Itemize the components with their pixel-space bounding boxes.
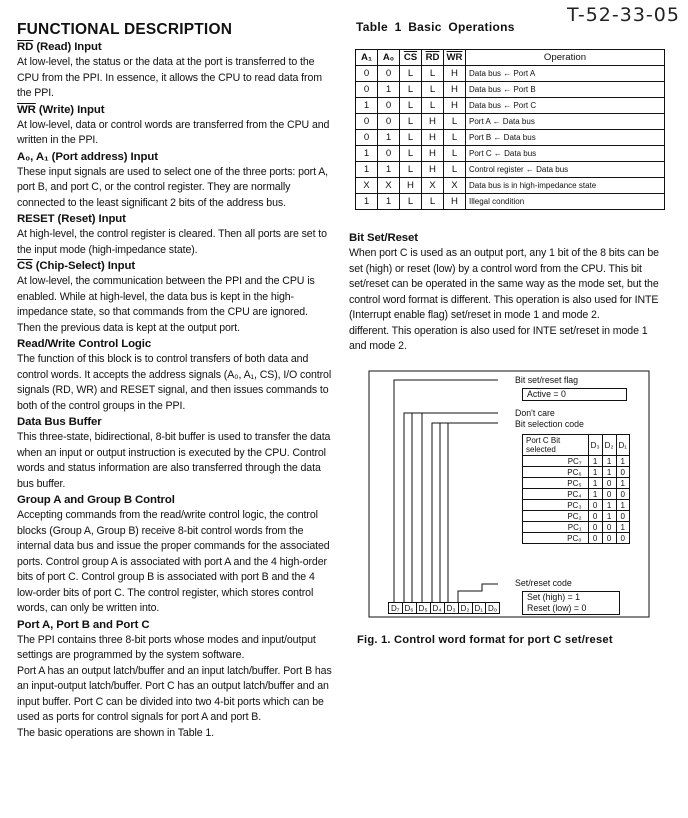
control-word-bit: D₇	[389, 603, 403, 614]
signal-cell: 0	[378, 66, 400, 82]
signal-cell: 0	[378, 98, 400, 114]
bit-cell: 0	[616, 467, 629, 478]
bit-table-header: D₃	[588, 435, 602, 456]
bit-cell: 0	[602, 478, 616, 489]
signal-cell: H	[422, 162, 444, 178]
bit-table-header: D₂	[602, 435, 616, 456]
bit-cell: PC₄	[523, 489, 589, 500]
bit-cell: 1	[602, 500, 616, 511]
signal-cell: H	[422, 114, 444, 130]
table-row	[356, 178, 665, 194]
signal-cell: H	[444, 82, 466, 98]
bit-row	[523, 522, 630, 533]
signal-cell: L	[422, 82, 444, 98]
figure-caption: Fig. 1. Control word format for port C set/reset	[357, 634, 613, 646]
dont-care-label: Don't care	[515, 408, 555, 418]
bit-cell: 1	[616, 456, 629, 467]
bit-cell: 0	[588, 533, 602, 544]
section-heading: Port A, Port B and Port C	[17, 618, 150, 631]
code-set: Set (high) = 1	[527, 592, 581, 602]
bit-row	[523, 467, 630, 478]
signal-cell: L	[444, 114, 466, 130]
control-word-figure	[368, 370, 668, 632]
bit-cell: PC₁	[523, 522, 589, 533]
signal-cell: L	[422, 194, 444, 210]
section-heading: Read/Write Control Logic	[17, 338, 152, 350]
signal-cell: 1	[356, 162, 378, 178]
signal-cell: L	[400, 66, 422, 82]
signal-cell: L	[444, 146, 466, 162]
table-row	[356, 114, 665, 130]
signal-cell: 0	[356, 82, 378, 98]
signal-cell: 1	[378, 130, 400, 146]
bit-set-reset-paragraph-2: different. This operation is also used for INTE set/reset in mode 1 and mode 2.	[349, 324, 648, 352]
signal-cell: H	[444, 194, 466, 210]
body-paragraph: The basic operations are shown in Table 1.	[17, 726, 215, 739]
operation-cell: Illegal condition	[466, 194, 665, 210]
bit-row	[523, 511, 630, 522]
signal-cell: L	[400, 114, 422, 130]
bit-cell: 0	[602, 522, 616, 533]
signal-cell: 0	[356, 130, 378, 146]
bit-cell: 0	[588, 522, 602, 533]
bit-cell: 1	[616, 478, 629, 489]
signal-cell: L	[400, 98, 422, 114]
signal-cell: 0	[378, 146, 400, 162]
signal-cell: 0	[356, 114, 378, 130]
left-column	[17, 21, 333, 741]
signal-cell: 1	[356, 194, 378, 210]
bit-cell: 0	[616, 511, 629, 522]
section-body: The PPI contains three 8-bit ports whose modes and input/output settings are programmed by the system software.	[17, 633, 316, 661]
section-body: Accepting commands from the read/write control logic, the control blocks (Group A, Group B) receive 8-bit control words from the internal data bus and issue the proper commands for the associated ports. Control group A is associated with port A and the 4 high-order bits of port C. Control group B is associated with port B and the 4 low-order bits of port C. The control register, which stores control words, can only be written into.	[17, 509, 330, 614]
table-header-cell: $\overline{RD}$	[422, 50, 444, 66]
section-heading: $\overline{CS}$ (Chip-Select) Input	[17, 260, 136, 272]
bit-selection-table	[522, 434, 630, 544]
bit-cell: 0	[588, 511, 602, 522]
bit-row	[523, 478, 630, 489]
right-text	[349, 230, 667, 355]
signal-cell: H	[444, 98, 466, 114]
table-header-cell: Operation	[466, 50, 665, 66]
signal-cell: L	[400, 194, 422, 210]
basic-operations-table	[355, 49, 665, 210]
bit-row	[523, 489, 630, 500]
signal-cell: 0	[356, 66, 378, 82]
bit-selection-label: Bit selection code	[515, 419, 584, 429]
signal-cell: 0	[378, 114, 400, 130]
bit-cell: PC₆	[523, 467, 589, 478]
table-row	[356, 162, 665, 178]
sections	[17, 39, 333, 664]
signal-cell: H	[422, 146, 444, 162]
control-word-bit: D₆	[402, 603, 416, 614]
signal-cell: L	[444, 162, 466, 178]
operation-cell: Data bus is in high-impedance state	[466, 178, 665, 194]
operation-cell: Port A ← Data bus	[466, 114, 665, 130]
signal-cell: L	[422, 66, 444, 82]
operation-cell: Control register ← Data bus	[466, 162, 665, 178]
control-word-bit: D₄	[430, 603, 444, 614]
signal-cell: H	[422, 130, 444, 146]
bit-cell: PC₅	[523, 478, 589, 489]
section-body: At low-level, the status or the data at the port is transferred to the CPU from the PPI. In essence, it allows the CPU to read data from the PPI.	[17, 56, 322, 99]
table-row	[356, 98, 665, 114]
section-heading: Group A and Group B Control	[17, 494, 175, 506]
signal-cell: X	[378, 178, 400, 194]
table-row	[356, 146, 665, 162]
control-word-bit: D₃	[444, 603, 458, 614]
table-header-row	[356, 50, 665, 66]
bit-cell: 1	[602, 511, 616, 522]
bit-cell: 1	[588, 478, 602, 489]
flag-box: Active = 0	[522, 388, 627, 401]
operation-cell: Data bus ← Port C	[466, 98, 665, 114]
table-header-cell: $\overline{WR}$	[444, 50, 466, 66]
signal-cell: L	[400, 130, 422, 146]
signal-cell: X	[356, 178, 378, 194]
table-row	[356, 130, 665, 146]
operation-cell: Data bus ← Port A	[466, 66, 665, 82]
handwritten-note: T-52-33-05	[567, 4, 680, 26]
table-caption: Table 1 Basic Operations	[356, 20, 515, 34]
section-body: This three-state, bidirectional, 8-bit buffer is used to transfer the data when an input or output instruction is executed by the CPU. Control words and status information are also transferred through the data bus buffer.	[17, 431, 331, 490]
signal-cell: 1	[356, 146, 378, 162]
tail-paragraphs	[17, 664, 333, 742]
section-heading: A₀, A₁ (Port address) Input	[17, 150, 158, 163]
bit-cell: PC₃	[523, 500, 589, 511]
control-word-bit: D₀	[486, 603, 500, 614]
section-body: These input signals are used to select one of the three ports: port A, port B, and port C, or the control register. They are normally connected to the least significant 2 bits of the address bus.	[17, 165, 329, 209]
signal-cell: X	[444, 178, 466, 194]
bit-set-reset-heading: Bit Set/Reset	[349, 232, 418, 244]
signal-cell: L	[444, 130, 466, 146]
bit-row	[523, 533, 630, 544]
signal-cell: L	[400, 82, 422, 98]
bit-cell: 0	[602, 489, 616, 500]
section-body: At high-level, the control register is cleared. Then all ports are set to the input mode (high-impedance state).	[17, 228, 327, 256]
bit-cell: 0	[616, 533, 629, 544]
bit-table-header: D₁	[616, 435, 629, 456]
section-heading: $\overline{RD}$ (Read) Input	[17, 41, 102, 53]
control-word-bit: D₅	[416, 603, 430, 614]
signal-cell: X	[422, 178, 444, 194]
set-reset-code-box	[522, 591, 620, 615]
operation-cell: Port B ← Data bus	[466, 130, 665, 146]
section-body: At low-level, the communication between the PPI and the CPU is enabled. While at high-level, the data bus is kept in the high-impedance state, so that commands from the CPU are ignored. Then the previous data is kept at the output port.	[17, 275, 315, 334]
signal-cell: 1	[378, 162, 400, 178]
signal-cell: L	[400, 162, 422, 178]
table-row	[356, 194, 665, 210]
section-heading: $\overline{WR}$ (Write) Input	[17, 103, 105, 116]
bit-cell: 1	[602, 456, 616, 467]
signal-cell: 1	[356, 98, 378, 114]
bit-row	[523, 500, 630, 511]
table-header-cell: A₁	[356, 50, 378, 66]
control-word-bit: D₂	[458, 603, 472, 614]
bit-cell: PC₇	[523, 456, 589, 467]
bit-cell: 1	[602, 467, 616, 478]
bit-cell: PC₀	[523, 533, 589, 544]
section-heading: Data Bus Buffer	[17, 416, 102, 428]
signal-cell: H	[444, 66, 466, 82]
table-header-cell: A₀	[378, 50, 400, 66]
set-reset-code-label: Set/reset code	[515, 578, 572, 588]
section-body: The function of this block is to control transfers of both data and control words. It accepts the address signals (A₀, A₁, CS), I/O control signals (RD, WR) and RESET signal, and then issues commands to both of the control groups in the PPI.	[17, 353, 332, 412]
signal-cell: L	[422, 98, 444, 114]
bit-cell: 0	[588, 500, 602, 511]
section-title: FUNCTIONAL DESCRIPTION	[17, 21, 233, 38]
table-row	[356, 82, 665, 98]
bit-cell: 1	[616, 522, 629, 533]
flag-label: Bit set/reset flag	[515, 375, 579, 385]
section-body: At low-level, data or control words are transferred from the CPU and written in the PPI.	[17, 118, 330, 146]
bit-cell: 1	[616, 500, 629, 511]
bit-row	[523, 456, 630, 467]
body-paragraph: Port A has an output latch/buffer and an input latch/buffer. Port B has an input-output latch/buffer. Port C has an output latch/buffer and an input buffer. Port C can be divided into two 4-bit ports which can be used as ports for control signals for port A and port B.	[17, 664, 332, 723]
control-word-bits	[388, 602, 500, 614]
signal-cell: H	[400, 178, 422, 194]
table-row	[356, 66, 665, 82]
bit-set-reset-paragraph: When port C is used as an output port, any 1 bit of the 8 bits can be set (high) or reset (low) by a control word from the CPU. This bit set/reset can be operated in the same way as the mode set, but the control word format is different. This operation is also used for INTE (Interrupt enable flag) set/reset in mode 1 and mode 2.	[349, 247, 659, 321]
signal-cell: 1	[378, 82, 400, 98]
bit-cell: 1	[588, 467, 602, 478]
signal-cell: L	[400, 146, 422, 162]
signal-cell: 1	[378, 194, 400, 210]
bit-cell: 0	[602, 533, 616, 544]
bit-cell: 1	[588, 456, 602, 467]
control-word-bit: D₁	[472, 603, 485, 614]
bit-cell: PC₂	[523, 511, 589, 522]
section-heading: RESET (Reset) Input	[17, 213, 126, 225]
operation-cell: Port C ← Data bus	[466, 146, 665, 162]
bit-cell: 1	[588, 489, 602, 500]
bit-cell: 0	[616, 489, 629, 500]
bit-table-header: Port C Bit selected	[523, 435, 589, 456]
table-header-cell: $\overline{CS}$	[400, 50, 422, 66]
code-reset: Reset (low) = 0	[527, 603, 587, 613]
operation-cell: Data bus ← Port B	[466, 82, 665, 98]
